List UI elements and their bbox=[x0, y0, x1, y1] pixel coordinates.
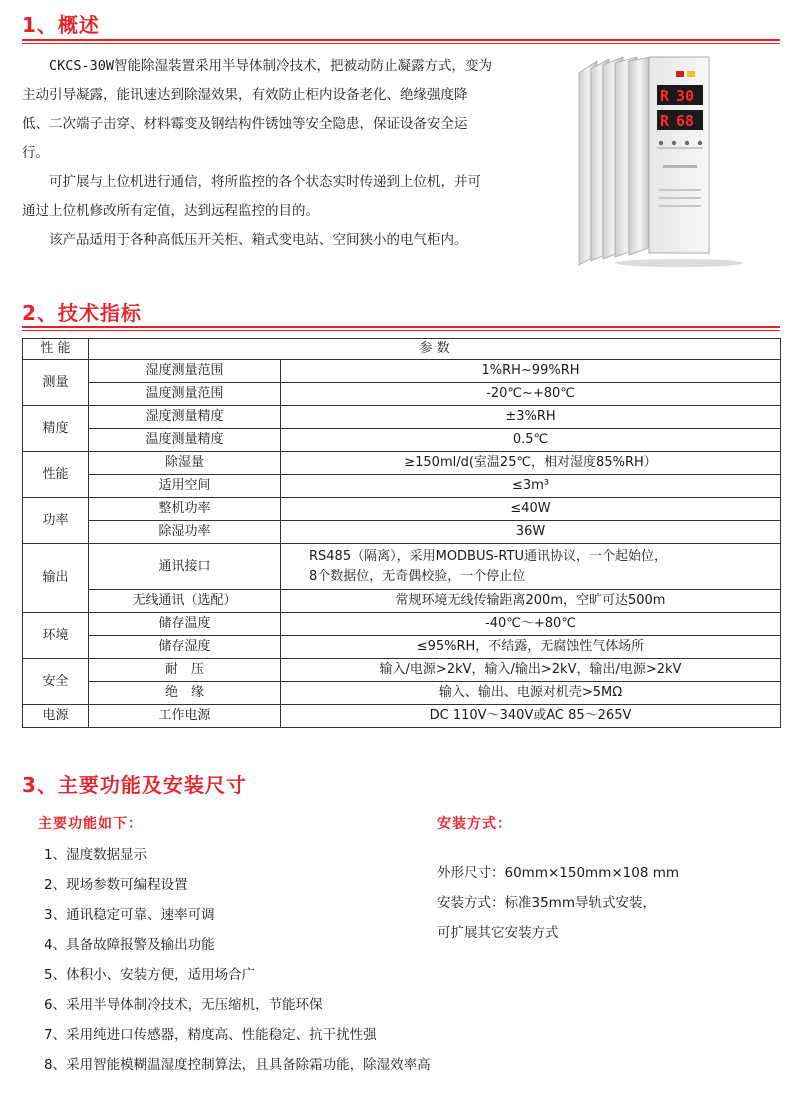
section2-title: 2、技术指标 bbox=[22, 301, 142, 325]
device-key bbox=[659, 141, 663, 145]
table-row bbox=[23, 475, 781, 498]
row-item: 除湿量 bbox=[89, 452, 281, 475]
table-row bbox=[23, 498, 781, 521]
row-item: 温度测量范围 bbox=[89, 383, 281, 406]
functions-title: 主要功能如下： bbox=[38, 816, 143, 832]
install-extension: 可扩展其它安装方式 bbox=[437, 925, 559, 941]
row-value: 常规环境无线传输距离200m，空旷可达500m bbox=[281, 590, 781, 613]
row-item: 无线通讯（选配） bbox=[89, 590, 281, 613]
table-row bbox=[23, 521, 781, 544]
row-item: 湿度测量范围 bbox=[89, 360, 281, 383]
row-item: 整机功率 bbox=[89, 498, 281, 521]
device-label-line bbox=[659, 205, 701, 207]
intro-paragraph-1 bbox=[22, 52, 494, 168]
row-value: ≥150ml/d(室温25℃，相对湿度85%RH） bbox=[281, 452, 781, 475]
list-item: 4、具备故障报警及输出功能 bbox=[44, 937, 215, 953]
row-item: 温度测量精度 bbox=[89, 429, 281, 452]
group-label: 环境 bbox=[23, 613, 89, 659]
table-row bbox=[23, 360, 781, 383]
device-key bbox=[685, 141, 689, 145]
list-item: 2、现场参数可编程设置 bbox=[44, 877, 188, 893]
section3-title: 3、主要功能及安装尺寸 bbox=[22, 773, 247, 797]
table-row bbox=[23, 705, 781, 728]
product-code: CKCS-30W bbox=[49, 58, 115, 74]
install-info bbox=[437, 858, 679, 948]
group-label: 输出 bbox=[23, 544, 89, 613]
device-key bbox=[672, 141, 676, 145]
group-label: 精度 bbox=[23, 406, 89, 452]
table-row bbox=[23, 590, 781, 613]
intro-paragraph-3: 该产品适用于各种高低压开关柜、箱式变电站、空间狭小的电气柜内。 bbox=[49, 232, 468, 248]
list-item: 7、采用纯进口传感器，精度高、性能稳定、抗干扰性强 bbox=[44, 1027, 377, 1043]
row-item: 工作电源 bbox=[89, 705, 281, 728]
row-item: 储存湿度 bbox=[89, 636, 281, 659]
section2-divider bbox=[22, 326, 780, 332]
group-label: 电源 bbox=[23, 705, 89, 728]
row-item: 耐 压 bbox=[89, 659, 281, 682]
section1-divider bbox=[22, 39, 780, 45]
group-label: 测量 bbox=[23, 360, 89, 406]
row-item: 通讯接口 bbox=[89, 544, 281, 590]
device-led-red bbox=[676, 71, 684, 77]
row-value-line: RS485（隔离），采用MODBUS-RTU通讯协议，一个起始位， bbox=[309, 548, 667, 564]
row-item: 储存温度 bbox=[89, 613, 281, 636]
table-row bbox=[23, 682, 781, 705]
intro-paragraph-1-rest: 智能除湿装置采用半导体制冷技术，把被动防止凝露方式，变为主动引导凝露，能讯速达到除湿效果，有效防止柜内设备老化、绝缘强度降低、二次端子击穿、材料霉变及钢结构件锈蚀等安全隐患，保证设备安全运行。 bbox=[22, 58, 493, 161]
table-row bbox=[23, 429, 781, 452]
install-dimensions: 外形尺寸：60mm×150mm×108 mm bbox=[437, 865, 680, 881]
list-item: 8、采用智能模糊温湿度控制算法，且具备除霜功能，除湿效率高 bbox=[44, 1057, 431, 1073]
row-value: ≤95%RH，不结露，无腐蚀性气体场所 bbox=[281, 636, 781, 659]
device-key bbox=[698, 141, 702, 145]
header-parameters: 参 数 bbox=[89, 339, 781, 360]
device-photo bbox=[575, 55, 775, 270]
table-row bbox=[23, 544, 781, 590]
display1-prefix: R bbox=[660, 87, 670, 105]
intro-text bbox=[22, 52, 494, 255]
row-value: ≤40W bbox=[281, 498, 781, 521]
header-performance: 性 能 bbox=[23, 339, 89, 360]
device-label-line bbox=[663, 165, 697, 168]
table-row bbox=[23, 636, 781, 659]
table-header-row bbox=[23, 339, 781, 360]
row-item: 湿度测量精度 bbox=[89, 406, 281, 429]
row-item: 绝 缘 bbox=[89, 682, 281, 705]
device-label-line bbox=[659, 189, 701, 191]
row-value: -40℃～+80℃ bbox=[281, 613, 781, 636]
list-item: 6、采用半导体制冷技术，无压缩机，节能环保 bbox=[44, 997, 323, 1013]
row-value: ±3%RH bbox=[281, 406, 781, 429]
row-value: 36W bbox=[281, 521, 781, 544]
device-led-yellow bbox=[687, 71, 695, 77]
display2-prefix: R bbox=[660, 112, 670, 130]
group-label: 性能 bbox=[23, 452, 89, 498]
table-row bbox=[23, 406, 781, 429]
row-value: 输入、输出、电源对机壳>5MΩ bbox=[281, 682, 781, 705]
install-title: 安装方式： bbox=[437, 816, 512, 832]
row-value: DC 110V～340V或AC 85～265V bbox=[281, 705, 781, 728]
row-value bbox=[281, 544, 781, 590]
table-row bbox=[23, 613, 781, 636]
section1-title: 1、概述 bbox=[22, 13, 100, 37]
list-item: 1、湿度数据显示 bbox=[44, 847, 148, 863]
row-value: 1%RH~99%RH bbox=[281, 360, 781, 383]
spec-table bbox=[22, 338, 781, 728]
group-label: 功率 bbox=[23, 498, 89, 544]
row-value: ≤3m³ bbox=[281, 475, 781, 498]
row-item: 适用空间 bbox=[89, 475, 281, 498]
row-item: 除湿功率 bbox=[89, 521, 281, 544]
display2-value: 68 bbox=[676, 112, 695, 130]
device-label-line bbox=[659, 197, 701, 199]
group-label: 安全 bbox=[23, 659, 89, 705]
row-value-line: 8个数据位，无奇偶校验，一个停止位 bbox=[309, 568, 526, 584]
row-value: -20℃~+80℃ bbox=[281, 383, 781, 406]
install-method: 安装方式：标准35mm导轨式安装， bbox=[437, 895, 656, 911]
display1-value: 30 bbox=[676, 87, 695, 105]
table-row bbox=[23, 383, 781, 406]
list-item: 3、通讯稳定可靠、速率可调 bbox=[44, 907, 215, 923]
table-row bbox=[23, 452, 781, 475]
row-value: 0.5℃ bbox=[281, 429, 781, 452]
device-fin bbox=[629, 57, 651, 255]
intro-paragraph-2: 可扩展与上位机进行通信，将所监控的各个状态实时传递到上位机，并可通过上位机修改所有定值，达到远程监控的目的。 bbox=[22, 174, 481, 219]
functions-list bbox=[44, 840, 431, 1080]
list-item: 5、体积小、安装方便，适用场合广 bbox=[44, 967, 256, 983]
table-row bbox=[23, 659, 781, 682]
row-value: 输入/电源>2kV，输入/输出>2kV，输出/电源>2kV bbox=[281, 659, 781, 682]
